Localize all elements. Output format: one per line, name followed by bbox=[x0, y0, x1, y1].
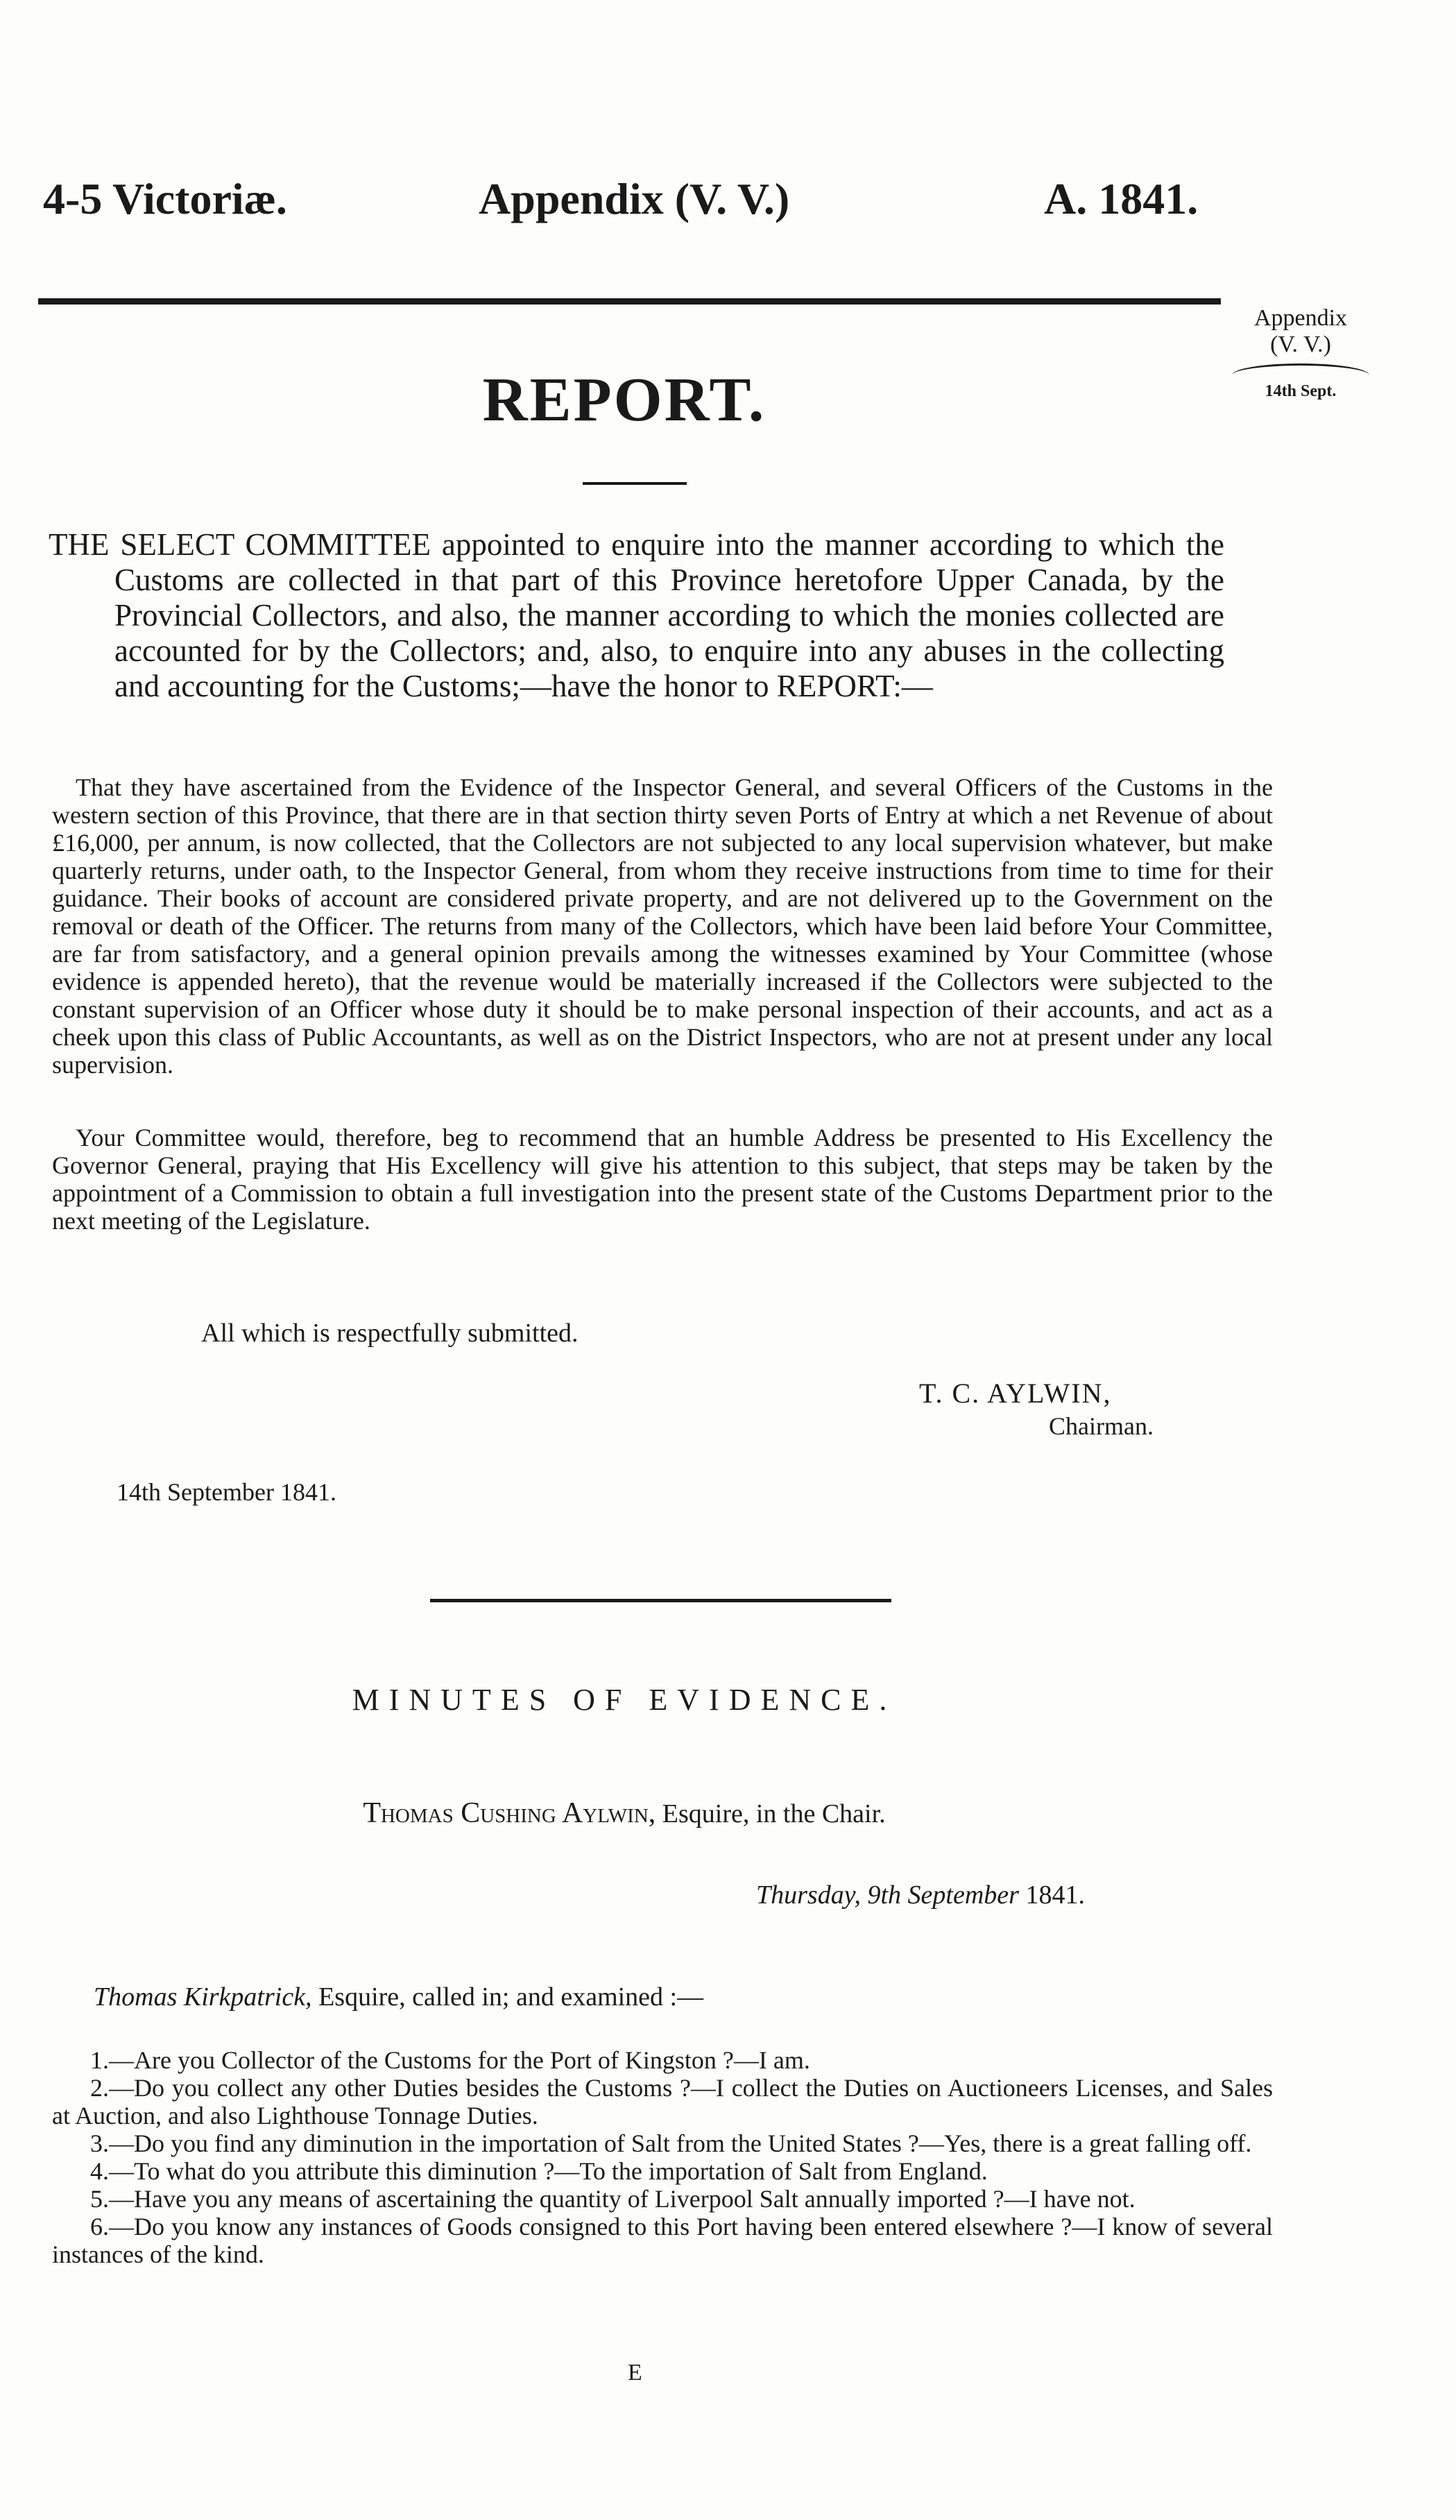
submission-line: All which is respectfully submitted. bbox=[201, 1319, 579, 1348]
running-head-year: A. 1841. bbox=[1044, 174, 1199, 223]
witness-name: Thomas Kirkpatrick, bbox=[94, 1982, 312, 2012]
signatory-name: T. C. AYLWIN, bbox=[919, 1378, 1112, 1409]
margin-note bbox=[1228, 305, 1373, 404]
report-date: 14th September 1841. bbox=[117, 1478, 336, 1506]
section-rule bbox=[430, 1599, 891, 1602]
question-item: 4.—To what do you attribute this diminution ?—To the importation of Salt from England. bbox=[90, 2157, 988, 2185]
question-item: 1.—Are you Collector of the Customs for the Port of Kingston ?—I am. bbox=[90, 2046, 810, 2074]
question-item: 2.—Do you collect any other Duties besides the Customs ?—I collect the Duties on Auctioneers Licenses, and Sales at Auction, and also Lighthouse Tonnage Duties. bbox=[52, 2074, 1273, 2129]
question-list bbox=[52, 2046, 1273, 2268]
report-intro bbox=[49, 527, 1224, 704]
sitting-date bbox=[756, 1880, 1085, 1910]
report-paragraph-1: That they have ascertained from the Evidence of the Inspector General, and several Officers of the Customs in the western section of this Province, that there are in that section thirty seven Ports of Entry at which a net Revenue of about £16,000, per annum, is now collected, that the Collectors are not subjected to any local supervision whatever, but make quarterly returns, under oath, to the Inspector General, from whom they receive instructions from time to time for their guidance. Their books of account are considered private property, and are not delivered up to the Government on the removal or death of the Officer. The returns from many of the Collectors, which have been laid before Your Committee, are far from satisfactory, and a general opinion prevails among the witnesses examined by Your Committee (whose evidence is appended hereto), that the revenue would be materially increased if the Collectors were subjected to the constant supervision of an Officer whose duty it should be to make personal inspection of their accounts, and act as a cheek upon this class of Public Accountants, as well as on the District Inspectors, who are not at present under any local supervision. bbox=[52, 773, 1273, 1079]
margin-note-line2: (V. V.) bbox=[1270, 332, 1331, 357]
question-item: 6.—Do you know any instances of Goods consigned to this Port having been entered elsewhere ?—I know of several instances of the kind. bbox=[52, 2213, 1273, 2268]
report-title: REPORT. bbox=[482, 366, 766, 434]
signature-mark: E bbox=[628, 2360, 642, 2385]
witness-line bbox=[94, 1982, 703, 2012]
sitting-year: 1841. bbox=[1025, 1880, 1085, 1910]
running-head-session: 4-5 Victoriæ. bbox=[43, 174, 287, 223]
question-item: 3.—Do you find any diminution in the importation of Salt from the United States ?—Yes, there is a great falling off. bbox=[90, 2129, 1252, 2157]
question-item: 5.—Have you any means of ascertaining the quantity of Liverpool Salt annually imported ?—I have not. bbox=[90, 2185, 1136, 2213]
report-paragraph-2: Your Committee would, therefore, beg to recommend that an humble Address be presented to His Excellency the Governor General, praying that His Excellency will give his attention to this subject, that steps may be taken by the appointment of a Commission to obtain a full investigation into the present state of the Customs Department prior to the next meeting of the Legislature. bbox=[52, 1124, 1273, 1235]
report-intro-text: THE SELECT COMMITTEE appointed to enquire into the manner according to which the Customs are collected in that part of this Province heretofore Upper Canada, by the Provincial Collectors, and also, the manner according to which the monies collected are accounted for by the Collectors; and, also, to enquire into any abuses in the collecting and accounting for the Customs;—have the honor to REPORT:— bbox=[49, 527, 1224, 703]
chair-name: Thomas Cushing Aylwin, bbox=[363, 1797, 656, 1829]
running-head-appendix: Appendix (V. V.) bbox=[479, 174, 790, 223]
chair-line bbox=[0, 1797, 1249, 1830]
sitting-day: Thursday, 9th September bbox=[756, 1880, 1019, 1910]
margin-brace bbox=[1232, 363, 1369, 375]
signatory-title: Chairman. bbox=[1049, 1412, 1154, 1440]
witness-status: Esquire, called in; and examined :— bbox=[318, 1982, 704, 2012]
margin-note-line1: Appendix bbox=[1253, 305, 1348, 331]
title-rule bbox=[583, 482, 687, 485]
header-rule bbox=[38, 298, 1221, 305]
margin-note-date: 14th Sept. bbox=[1265, 382, 1337, 400]
chair-role: Esquire, in the Chair. bbox=[662, 1799, 886, 1828]
minutes-title: MINUTES OF EVIDENCE. bbox=[352, 1683, 897, 1717]
